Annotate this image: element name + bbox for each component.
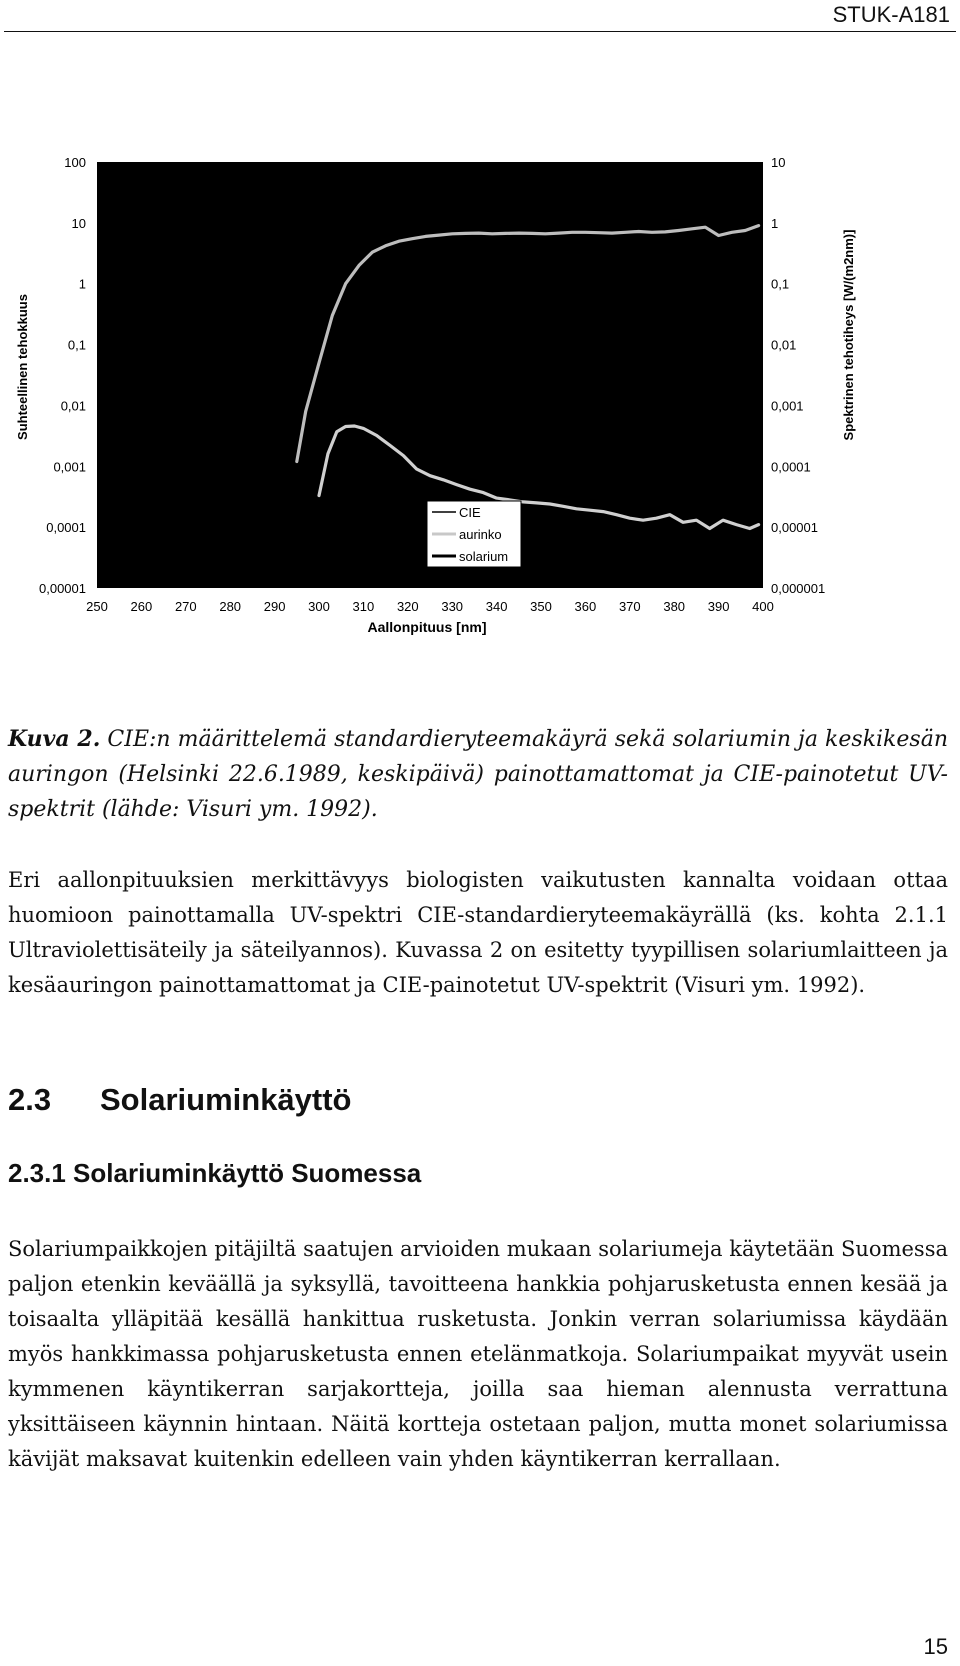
right-tick-label: 0,000001 (771, 581, 826, 596)
left-tick-label: 0,1 (67, 337, 86, 353)
legend-label-solarium: solarium (459, 549, 509, 564)
x-tick-label: 350 (530, 599, 552, 614)
left-tick-label: 10 (71, 215, 86, 231)
left-axis-ticks (39, 155, 86, 596)
paragraph-uv-weighting: Eri aallonpituuksien merkittävyys biologisten vaikutusten kannalta voidaan ottaa huomioon painottamalla UV-spektri CIE-standardieryteemakäyrällä (ks. kohta 2.1.1 Ultraviolettisäteily ja säteilyannos). Kuvassa 2 on esitetty tyypillisen solariumlaitteen ja kesäauringon painottamattomat ja CIE-painotetut UV-spektrit (Visuri ym. 1992). (8, 868, 948, 997)
legend (427, 501, 521, 567)
x-tick-label: 310 (352, 599, 375, 614)
x-tick-label: 320 (396, 599, 419, 614)
left-tick-label: 0,001 (53, 459, 86, 475)
left-axis-label: Suhteellinen tehokkuus (15, 294, 30, 440)
section-heading (8, 1082, 352, 1118)
page-number: 15 (923, 1634, 948, 1659)
right-axis-ticks (771, 155, 825, 596)
x-tick-label: 360 (574, 599, 597, 614)
right-tick-label: 1 (771, 215, 779, 231)
x-tick-label: 290 (263, 599, 286, 614)
right-tick-label: 10 (771, 155, 786, 170)
header-rule (4, 31, 956, 32)
section-number: 2.3 (8, 1082, 52, 1117)
section-title: Solariuminkäyttö (100, 1082, 352, 1117)
x-tick-label: 390 (707, 599, 730, 614)
caption-label: Kuva 2. (8, 726, 101, 752)
x-tick-label: 380 (663, 599, 686, 614)
page-header (0, 0, 960, 32)
x-tick-label: 370 (618, 599, 641, 614)
caption-text: CIE:n määrittelemä standardieryteemakäyrä sekä solariumin ja keskikesän auringon (Helsinki 22.6.1989, keskipäivä) painottamattomat ja CIE-painotetut UV-spektrit (lähde: Visuri ym. 1992). (8, 727, 948, 822)
left-tick-label: 100 (64, 155, 86, 170)
x-tick-label: 300 (308, 599, 330, 614)
right-axis-label: Spektrinen tehotiheys [W/(m2nm)] (841, 229, 856, 441)
left-tick-label: 0,0001 (46, 520, 86, 536)
x-tick-label: 340 (485, 599, 508, 614)
x-tick-label: 330 (441, 599, 464, 614)
x-axis-ticks (86, 599, 774, 614)
right-tick-label: 0,001 (771, 398, 804, 414)
report-code: STUK-A181 (832, 2, 950, 27)
left-tick-label: 0,01 (60, 398, 86, 414)
right-tick-label: 0,00001 (771, 520, 818, 536)
uv-spectrum-chart (0, 135, 960, 665)
legend-label-aurinko: aurinko (459, 527, 502, 542)
x-tick-label: 270 (174, 599, 197, 614)
x-tick-label: 250 (86, 599, 108, 614)
right-tick-label: 0,01 (771, 337, 797, 353)
left-tick-label: 1 (78, 276, 86, 292)
right-tick-label: 0,0001 (771, 459, 811, 475)
x-tick-label: 280 (219, 599, 242, 614)
legend-label-cie: CIE (459, 505, 481, 520)
x-tick-label: 400 (752, 599, 774, 614)
subsection-heading: 2.3.1 Solariuminkäyttö Suomessa (8, 1158, 422, 1188)
figure-caption (8, 722, 948, 827)
x-axis-label: Aallonpituus [nm] (367, 619, 487, 635)
paragraph-solarium-use: Solariumpaikkojen pitäjiltä saatujen arvioiden mukaan solariumeja käytetään Suomessa paljon etenkin keväällä ja syksyllä, tavoitteena hankkia pohjarusketusta ennen kesää ja toisaalta ylläpitää kesällä hankittua rusketusta. Jonkin verran solariumissa käydään myös hankkimassa pohjarusketusta ennen etelänmatkoja. Solariumpaikat myyvät usein kymmenen käyntikerran sarjakortteja, joilla saa hieman alennusta verrattuna yksittäiseen käynnin hintaan. Näitä kortteja ostetaan paljon, mutta monet solariumissa kävijät maksavat kuitenkin edelleen vain yhden käyntikerran kerrallaan. (8, 1237, 948, 1471)
right-tick-label: 0,1 (771, 276, 790, 292)
left-tick-label: 0,00001 (39, 581, 86, 596)
x-tick-label: 260 (130, 599, 153, 614)
